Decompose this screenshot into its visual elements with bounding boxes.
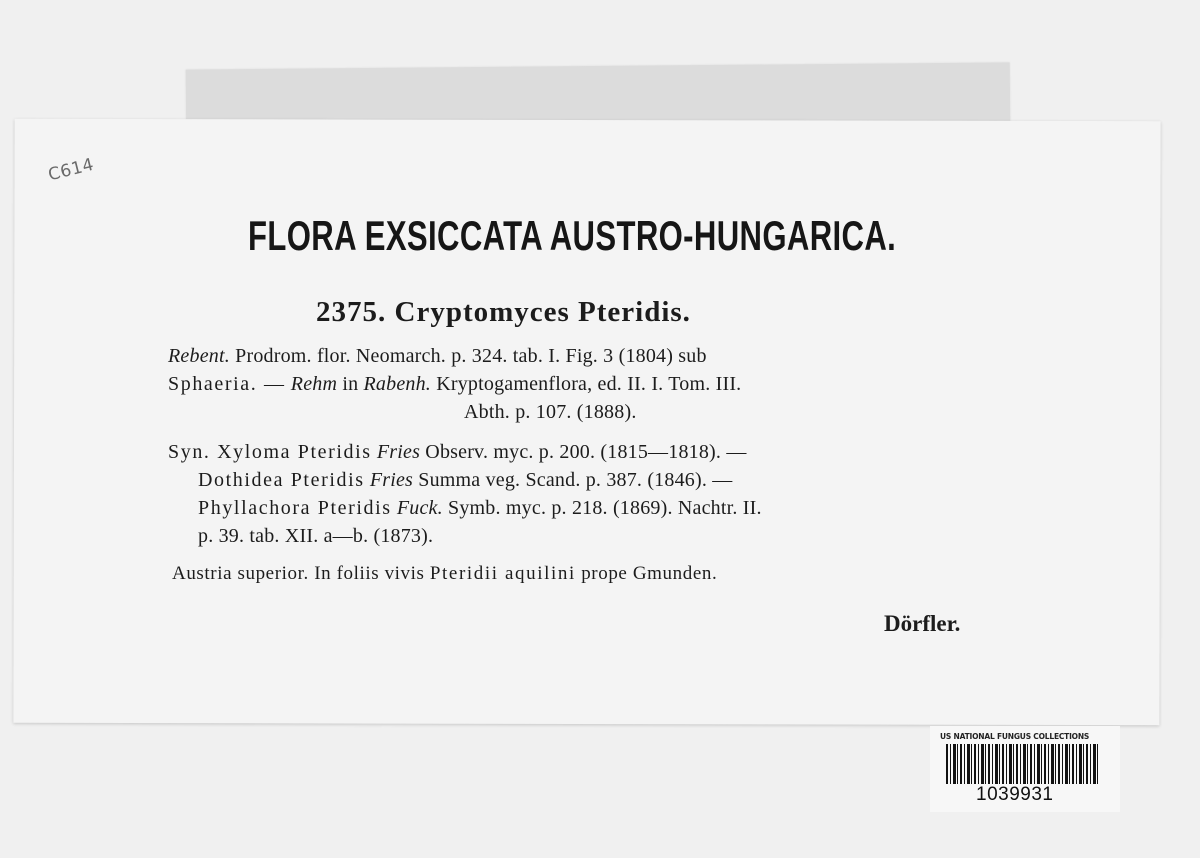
- collection-name: US NATIONAL FUNGUS COLLECTIONS: [940, 732, 1090, 741]
- reference-author: Rehm: [290, 373, 338, 395]
- synonym-name: Syn. Xyloma Pteridis: [168, 441, 372, 463]
- synonym-line-2: [168, 466, 762, 494]
- locality-text: Austria superior. In foliis vivis: [172, 563, 425, 584]
- reference-text: Abth. p. 107. (1888).: [464, 401, 637, 423]
- collector-name: Dörfler.: [884, 611, 961, 636]
- barcode-number: 1039931: [976, 784, 1054, 805]
- handwritten-annotation: C614: [46, 154, 97, 186]
- synonym-name: Phyllachora Pteridis: [198, 497, 392, 519]
- barcode-image: [946, 744, 1100, 784]
- reference-line-3: [168, 398, 741, 426]
- reference-text: Prodrom. flor. Neomarch. p. 324. tab. I. Fig. 3 (1804) sub: [235, 345, 707, 367]
- specimen-number: 2375.: [316, 296, 387, 328]
- synonym-line-3: [168, 494, 762, 522]
- reference-text: in: [342, 373, 359, 395]
- synonym-line-4: [168, 522, 762, 550]
- synonym-name: Dothidea Pteridis: [198, 469, 365, 491]
- host-plant: Pteridii aquilini: [429, 563, 576, 584]
- synonym-text: Observ. myc. p. 200. (1815—1818). —: [425, 441, 747, 463]
- reference-author: Rabenh.: [363, 373, 431, 395]
- synonym-line-1: [168, 438, 762, 466]
- locality-line: [172, 563, 717, 585]
- synonym-author: Fries: [369, 469, 414, 491]
- reference-paragraph: [168, 342, 741, 426]
- reference-line-2: [168, 370, 741, 398]
- locality-place: prope Gmunden.: [581, 563, 718, 584]
- label-title: FLORA EXSICCATA AUSTRO-HUNGARICA.: [248, 212, 897, 259]
- reference-line-1: [168, 342, 741, 370]
- synonyms-paragraph: [168, 438, 762, 550]
- reference-text: Kryptogamenflora, ed. II. I. Tom. III.: [436, 373, 742, 395]
- species-heading: [316, 296, 691, 329]
- reference-author: Rebent.: [168, 345, 230, 367]
- reference-genus: Sphaeria. —: [168, 373, 286, 395]
- synonym-author: Fries: [376, 441, 421, 463]
- synonym-author: Fuck.: [396, 497, 443, 519]
- synonym-text: Summa veg. Scand. p. 387. (1846). —: [418, 469, 733, 491]
- synonym-text: p. 39. tab. XII. a—b. (1873).: [198, 525, 434, 547]
- species-name: Cryptomyces Pteridis.: [394, 296, 691, 328]
- synonym-text: Symb. myc. p. 218. (1869). Nachtr. II.: [448, 497, 762, 519]
- barcode-label: [930, 726, 1120, 812]
